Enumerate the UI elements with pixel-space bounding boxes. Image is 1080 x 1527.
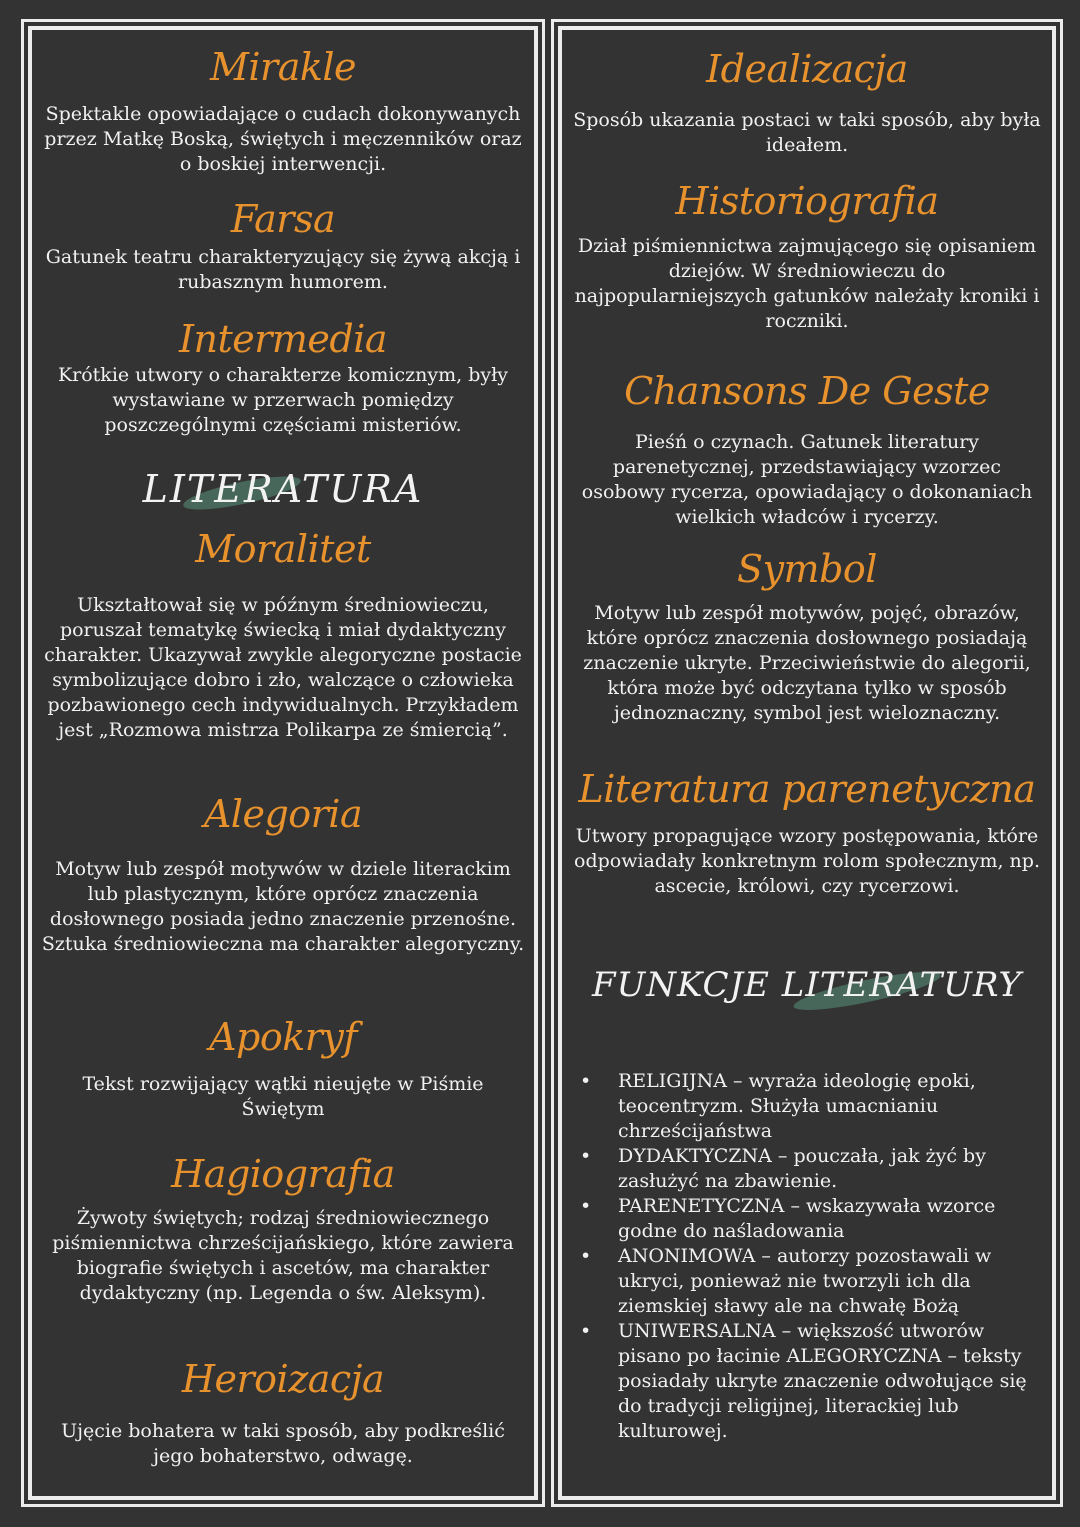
heading-heroizacja: Heroizacja [181, 1357, 385, 1401]
definition-chansons-de-geste: Pieśń o czynach. Gatunek literatury parenetycznej, przedstawiający wzorzec osobowy rycerza, opowiadający o dokonaniach wielkich władców i rycerzy. [581, 431, 1033, 528]
heading-mirakle: Mirakle [209, 45, 357, 89]
right-column-panel [558, 26, 1056, 1500]
list-item: • RELIGIJNA – wyraża ideologię epoki, teocentryzm. Służyła umacnianiu chrześcijaństwa [578, 1069, 1036, 1144]
heading-chansons-de-geste: Chansons De Geste [624, 369, 990, 413]
definition-apokryf: Tekst rozwijający wątki nieujęte w Piśmie Świętym [82, 1073, 484, 1120]
definition-alegoria: Motyw lub zespół motywów w dziele literackim lub plastycznym, które oprócz znaczenia dosłownego posiada jedno znaczenie przenośne. Sztuka średniowieczna ma charakter alegoryczny. [41, 858, 525, 955]
heading-apokryf: Apokryf [209, 1015, 357, 1059]
definition-literatura-parenetyczna: Utwory propagujące wzory postępowania, które odpowiadały konkretnym rolom społecznym, np. ascecie, królowi, czy rycerzowi. [574, 825, 1040, 897]
definition-symbol: Motyw lub zespół motywów, pojęć, obrazów, które oprócz znaczenia dosłownego posiadają znaczenie ukryte. Przeciwieństwie do alegorii, która może być odczytana tylko w sposób jednoznaczny, symbol jest wieloznaczny. [583, 602, 1031, 724]
heading-historiografia: Historiografia [675, 179, 939, 223]
heading-alegoria: Alegoria [203, 792, 363, 836]
heading-farsa: Farsa [230, 197, 336, 241]
definition-farsa: Gatunek teatru charakteryzujący się żywą akcją i rubasznym humorem. [45, 246, 521, 293]
definition-historiografia: Dział piśmiennictwa zajmującego się opisaniem dziejów. W średniowieczu do najpopularniejszych gatunków należały kroniki i roczniki. [574, 235, 1040, 332]
list-item: • DYDAKTYCZNA – pouczała, jak żyć by zasłużyć na zbawienie. [578, 1144, 1036, 1194]
functions-list [578, 1069, 1036, 1444]
section-heading-literatura-text: LITERATURA [142, 467, 424, 511]
heading-hagiografia: Hagiografia [171, 1152, 395, 1196]
heading-literatura-parenetyczna: Literatura parenetyczna [578, 767, 1036, 811]
definition-idealizacja: Sposób ukazania postaci w taki sposób, aby była ideałem. [573, 109, 1041, 156]
heading-intermedia: Intermedia [178, 317, 388, 361]
section-heading-funkcje-literatury [562, 965, 1052, 1005]
definition-heroizacja: Ujęcie bohatera w taki sposób, aby podkreślić jego bohaterstwo, odwagę. [61, 1420, 505, 1467]
definition-hagiografia: Żywoty świętych; rodzaj średniowiecznego piśmiennictwa chrześcijańskiego, które zawiera biografie świętych i ascetów, ma charakter dydaktyczny (np. Legenda o św. Aleksym). [52, 1207, 514, 1304]
heading-moralitet: Moralitet [195, 527, 371, 571]
definition-mirakle: Spektakle opowiadające o cudach dokonywanych przez Matkę Boską, świętych i męczenników oraz o boskiej interwencji. [44, 103, 522, 175]
definition-moralitet: Ukształtował się w późnym średniowieczu, poruszał tematykę świecką i miał dydaktyczny charakter. Ukazywał zwykle alegoryczne postacie symbolizujące dobro i zło, walczące o człowieka pozbawionego cech indywidualnych. Przykładem jest „Rozmowa mistrza Polikarpa ze śmiercią”. [44, 594, 522, 741]
list-item: • UNIWERSALNA – większość utworów pisano po łacinie ALEGORYCZNA – teksty posiadały ukryte znaczenie odwołujące się do tradycji religijnej, literackiej lub kulturowej. [578, 1319, 1036, 1444]
list-item: • ANONIMOWA – autorzy pozostawali w ukryci, ponieważ nie tworzyli ich dla ziemskiej sławy ale na chwałę Bożą [578, 1244, 1036, 1319]
section-heading-literatura [32, 467, 534, 511]
definition-intermedia: Krótkie utwory o charakterze komicznym, były wystawiane w przerwach pomiędzy poszczególnymi częściami misteriów. [57, 364, 509, 436]
section-heading-funkcje-text: FUNKCJE LITERATURY [592, 965, 1022, 1005]
left-column-panel [28, 26, 538, 1500]
heading-idealizacja: Idealizacja [706, 47, 908, 91]
heading-symbol: Symbol [737, 547, 877, 591]
list-item: • PARENETYCZNA – wskazywała wzorce godne do naśladowania [578, 1194, 1036, 1244]
